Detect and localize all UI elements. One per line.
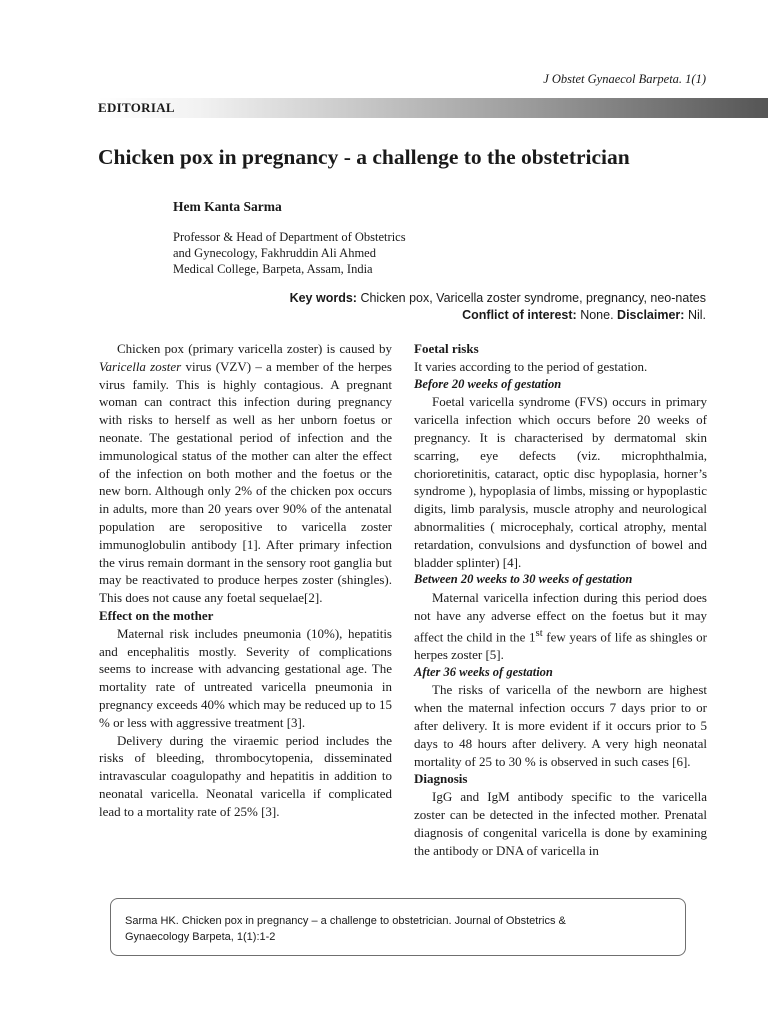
conflict-line [290,307,706,324]
between-text-rest: few years of life as shingles or herpes zoster [5]. [414,629,707,662]
conflict-label: Conflict of interest: [462,308,577,322]
author-affiliation [173,229,406,277]
before-20-weeks-paragraph: Foetal varicella syndrome (FVS) occurs in primary varicella infection which occurs before 20 weeks of pregnancy. It is characterised by dermatomal skin scarring, eye defects (viz. microphthalmia, chorioretinitis, cataract, optic disc hypoplasia, horner’s syndrome ), hypoplasia of limbs, missing or hypoplastic digits, limb paralysis, muscle atrophy and neurological abnormalities ( microcephaly, cortical atrophy, mental retardation, convulsions and dysfunction of bowel and bladder splinter) [4]. [414,394,707,570]
affiliation-line: Medical College, Barpeta, Assam, India [173,262,373,276]
after-36-weeks-paragraph: The risks of varicella of the newborn are highest when the maternal infection occurs 7 days prior to or after delivery. It is more evident if it occurs prior to 5 days to 48 hours after delivery. A very high neonatal mortality of 25 to 30 % is observed in such cases [6]. [414,682,707,769]
effect-paragraph-2: Delivery during the viraemic period includes the risks of bleeding, thrombocytopenia, disseminated intravascular coagulopathy and hepatitis in addition to neonatal varicella. Neonatal varicella if complicated lead to a mortality rate of 25% [3]. [99,732,392,819]
between-20-30-weeks-heading: Between 20 weeks to 30 weeks of gestation [414,572,633,587]
after-36-weeks-heading: After 36 weeks of gestation [414,664,553,679]
effect-paragraph-1: Maternal risk includes pneumonia (10%), hepatitis and encephalitis mostly. Severity of complications seems to increase with advancing gestational age. The mortality rate of untreated varicella pneumonia in pregnancy exceeds 40% which may be reduced up to 15 % or less with aggressive treatment [3]. [99,625,392,730]
article-title: Chicken pox in pregnancy - a challenge to the obstetrician [98,145,630,169]
between-text-start: Maternal varicella infection during this period does not have any adverse effect on the foetus but it may affect the child in the 1 [414,590,707,645]
disclaimer-label: Disclaimer: [617,308,685,322]
between-20-30-weeks-paragraph [414,589,707,664]
keywords-label: Key words: [289,291,357,305]
citation-line: Sarma HK. Chicken pox in pregnancy – a challenge to obstetrician. Journal of Obstetrics & [125,915,566,927]
superscript: st [535,626,543,639]
author-name: Hem Kanta Sarma [173,199,282,214]
species-name: Varicella zoster [99,358,182,374]
affiliation-line: Professor & Head of Department of Obstetrics [173,230,406,244]
disclaimer-value: Nil. [687,308,706,322]
section-banner [98,98,768,118]
left-column [99,340,392,821]
keywords-line [290,290,706,307]
diagnosis-paragraph: IgG and IgM antibody specific to the varicella zoster can be detected in the infected mother. Prenatal diagnosis of congenital varicella is done by examining the antibody or DNA of varicella in [414,789,707,858]
intro-text-start: Chicken pox (primary varicella zoster) is caused by [117,341,392,356]
citation-box [110,898,686,956]
affiliation-line: and Gynecology, Fakhruddin Ali Ahmed [173,246,376,260]
before-20-weeks-heading: Before 20 weeks of gestation [414,376,562,391]
keywords-block [290,290,706,324]
foetal-risks-heading: Foetal risks [414,341,479,356]
keywords-value: Chicken pox, Varicella zoster syndrome, pregnancy, neo-nates [360,291,706,305]
intro-paragraph [99,340,392,607]
journal-reference: J Obstet Gynaecol Barpeta. 1(1) [543,72,706,86]
diagnosis-heading: Diagnosis [414,771,468,787]
section-label: EDITORIAL [98,100,175,115]
effect-on-mother-heading: Effect on the mother [99,607,214,623]
citation-line: Gynaecology Barpeta, 1(1):1-2 [125,931,276,943]
conflict-value: None. [580,308,614,322]
right-column [414,340,707,859]
intro-text-rest: virus (VZV) – a member of the herpes virus family. This is highly contagious. A pregnant woman can contract this infection during pregnancy with risks to herself as well as her unborn foetus or neonate. The gestational period of infection and the immunological status of the mother can alter the effect of the infection on both mother and the foetus or the new born. Although only 2% of the chicken pox occurs in adults, more than 20 years over 90% of the antenatal population are seropositive to varicella zoster immunoglobulin antibody [1]. After primary infection the virus remain dormant in the sensory root ganglia but may be reactivated to produce herpes zoster (shingles). This does not cause any foetal sequelae[2]. [99,358,392,606]
foetal-risks-intro: It varies according to the period of gestation. [414,358,648,374]
